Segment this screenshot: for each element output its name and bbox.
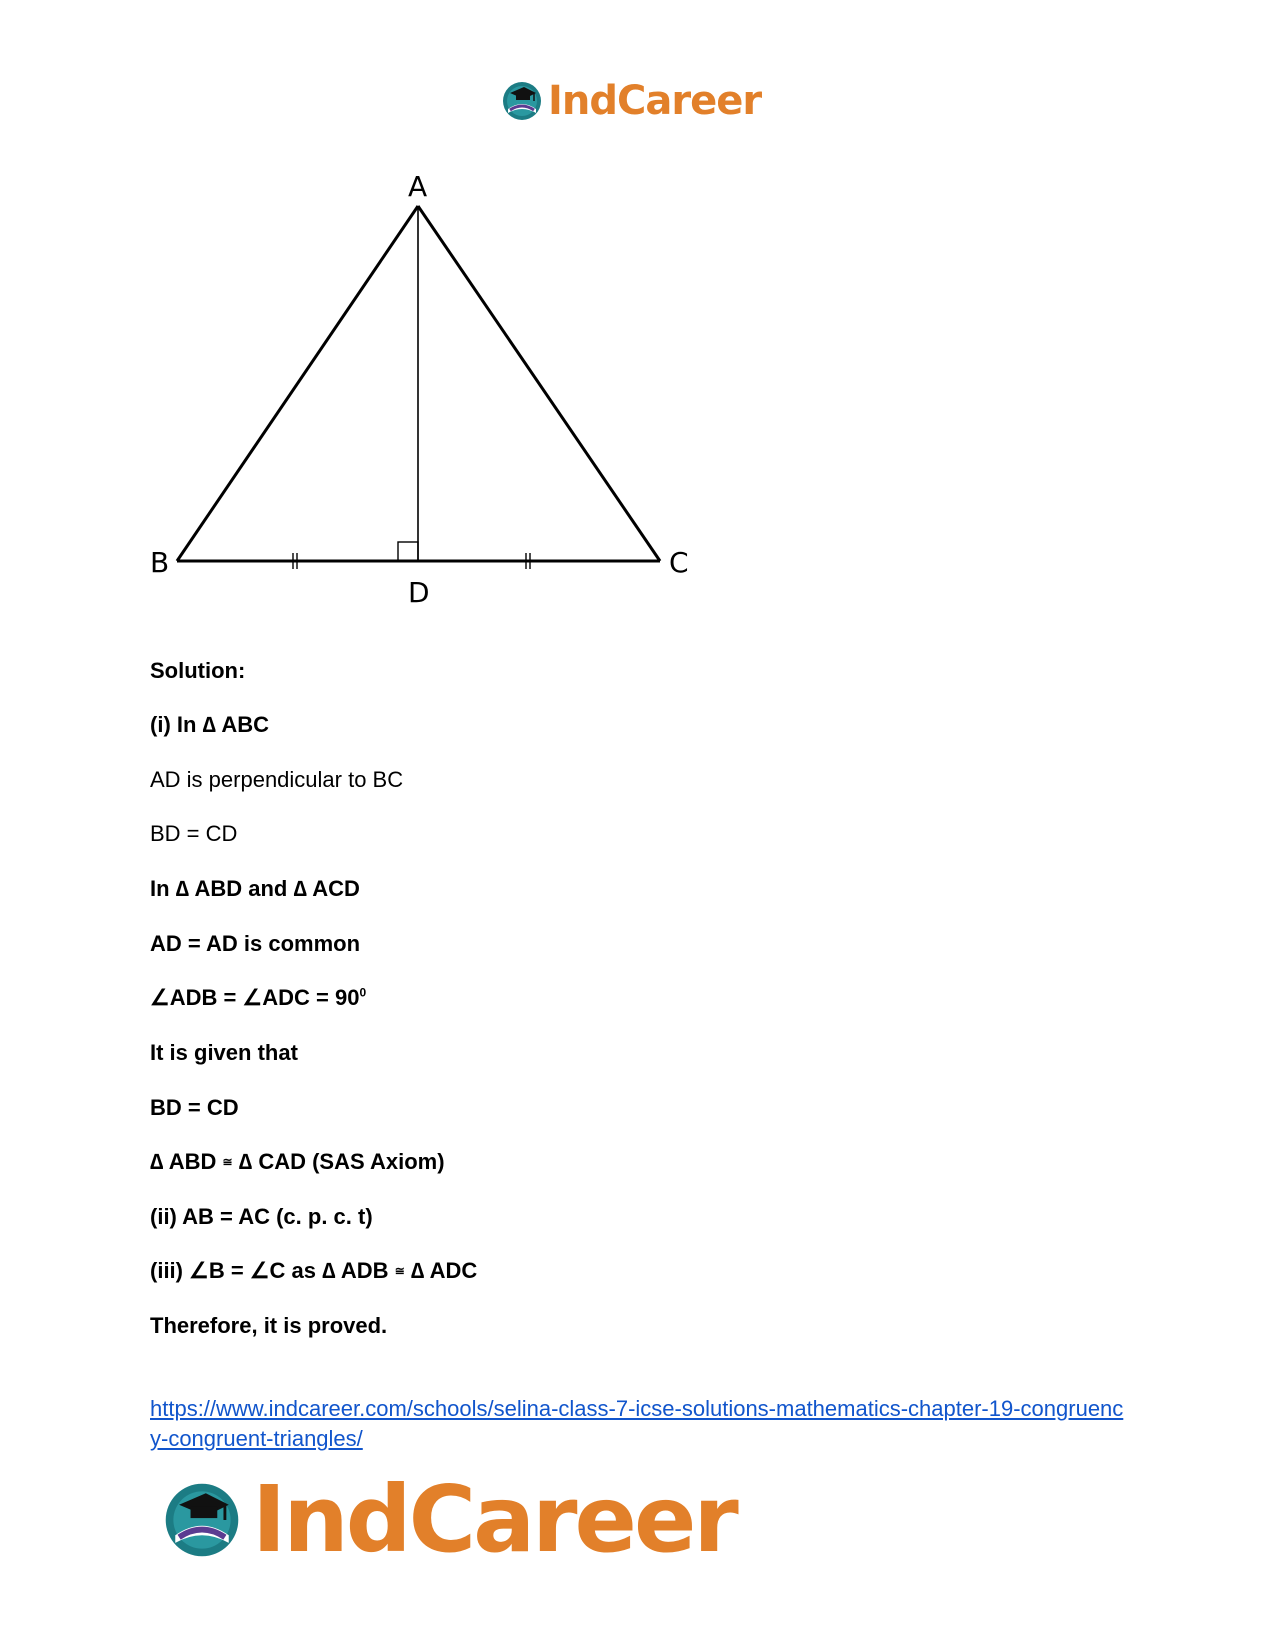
solution-title: Solution: (150, 658, 246, 683)
graduation-cap-globe-icon (500, 79, 544, 123)
header-logo (500, 78, 761, 124)
line-compare: In ∆ ABD and ∆ ACD (150, 876, 360, 901)
side-ab (177, 206, 418, 561)
footer-logo (160, 1466, 736, 1573)
line-conclusion: Therefore, it is proved. (150, 1313, 388, 1338)
line-ii: (ii) AB = AC (c. p. c. t) (150, 1204, 373, 1229)
vertex-label-c: C (669, 546, 689, 579)
line-i: (i) In ∆ ABC (150, 712, 269, 737)
given-bd-cd: BD = CD (150, 821, 238, 846)
triangle-diagram (140, 170, 720, 610)
angle-symbol: ∠ (150, 985, 170, 1010)
line-given-that: It is given that (150, 1040, 298, 1065)
line-congruence: ∆ ABD ≅ ∆ CAD (SAS Axiom) (150, 1149, 445, 1174)
congruent-symbol: ≅ (222, 1155, 233, 1169)
line-common: AD = AD is common (150, 931, 361, 956)
vertex-label-b: B (150, 546, 170, 579)
vertex-label-d: D (408, 576, 430, 609)
vertex-label-a: A (408, 170, 428, 203)
line-iii: (iii) ∠B = ∠C as ∆ ADB ≅ ∆ ADC (150, 1258, 478, 1283)
side-ac (418, 206, 660, 561)
source-link[interactable]: https://www.indcareer.com/schools/selina-class-7-icse-solutions-mathematics-chapter-19-congruency-congruent-triangles/ (150, 1396, 1124, 1451)
given-perpendicular: AD is perpendicular to BC (150, 767, 404, 792)
footer-logo-text: IndCareer (252, 1466, 736, 1573)
graduation-cap-globe-icon (160, 1478, 244, 1562)
header-logo-text: IndCareer (548, 78, 762, 124)
line-angle: ∠ADB = ∠ADC = $90^0$ (150, 985, 367, 1010)
right-angle-mark (398, 542, 418, 561)
line-bd-cd: BD = CD (150, 1095, 239, 1120)
triangle-symbol: ∆ (202, 712, 217, 737)
